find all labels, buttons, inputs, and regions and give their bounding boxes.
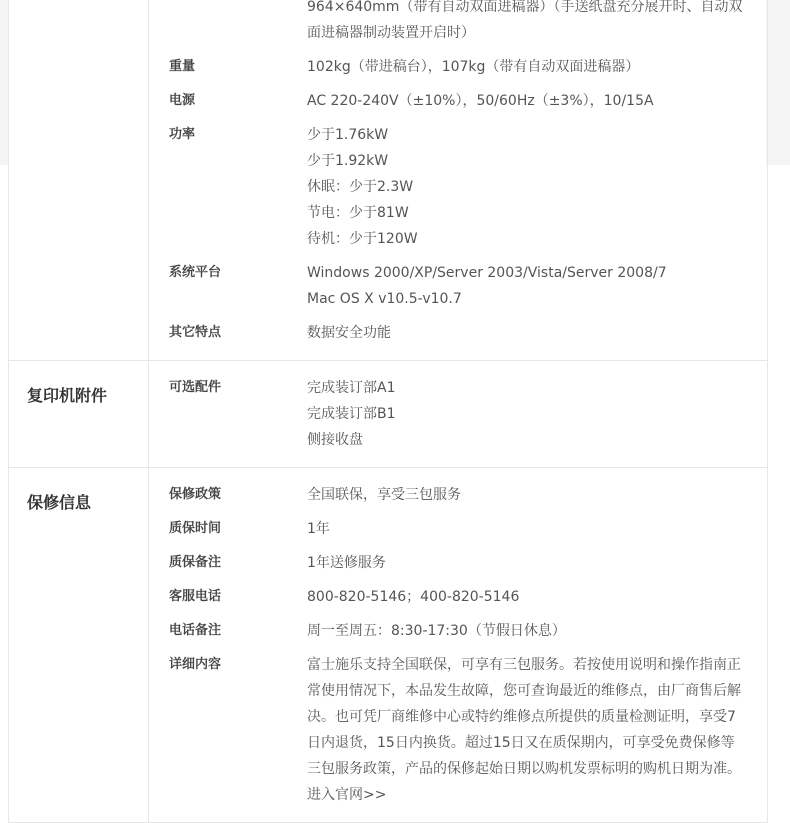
spec-value: 决。也可凭厂商维修中心或特约维修点所提供的质量检测证明，享受7 — [307, 709, 736, 725]
spec-section-warranty — [9, 468, 767, 823]
page-background-left — [0, 0, 8, 165]
spec-row-other-features — [149, 316, 767, 350]
spec-value: 节电：少于81W — [307, 205, 409, 221]
spec-table — [8, 0, 768, 823]
spec-value: 少于1.92kW — [307, 153, 389, 169]
spec-value: 少于1.76kW — [307, 127, 389, 143]
spec-value: 休眠：少于2.3W — [307, 179, 414, 195]
spec-values — [307, 320, 767, 346]
spec-row-warranty-note — [149, 546, 767, 580]
spec-label — [149, 0, 307, 46]
spec-values — [307, 375, 767, 453]
spec-value: 数据安全功能 — [307, 325, 391, 341]
official-site-link[interactable]: 进入官网>> — [307, 787, 387, 803]
spec-row-details — [149, 648, 767, 812]
spec-row-phone-note — [149, 614, 767, 648]
spec-value: 完成装订部A1 — [307, 380, 396, 396]
spec-values — [307, 54, 767, 80]
spec-row-power-supply — [149, 84, 767, 118]
spec-value: 964×640mm（带有自动双面进稿器）（手送纸盘充分展开时、自动双 — [307, 0, 743, 15]
spec-row-power-consumption — [149, 118, 767, 256]
spec-value: 三包服务政策，产品的保修起始日期以购机发票标明的购机日期为准。 — [307, 761, 741, 777]
spec-value: 富士施乐支持全国联保，可享有三包服务。若按使用说明和操作指南正 — [307, 657, 741, 673]
spec-label: 保修政策 — [169, 487, 222, 502]
section-title: 保修信息 — [9, 468, 149, 822]
spec-section-dimensions — [9, 0, 767, 361]
spec-value: 1年送修服务 — [307, 555, 386, 571]
spec-label: 系统平台 — [169, 265, 222, 280]
spec-value: 面进稿器制动装置开启时） — [307, 25, 475, 41]
spec-label: 重量 — [169, 59, 196, 74]
spec-label: 质保备注 — [169, 555, 222, 570]
spec-value: 102kg（带进稿台），107kg（带有自动双面进稿器） — [307, 59, 640, 75]
spec-values — [307, 516, 767, 542]
spec-value: 常使用情况下，本品发生故障，您可查询最近的维修点，由厂商售后解 — [307, 683, 741, 699]
spec-value: 完成装订部B1 — [307, 406, 396, 422]
section-body — [149, 468, 767, 822]
spec-label: 电源 — [169, 93, 196, 108]
spec-value: 周一至周五：8:30-17:30（节假日休息） — [307, 623, 566, 639]
spec-row-os-platform — [149, 256, 767, 316]
spec-label: 功率 — [169, 127, 196, 142]
spec-value: AC 220-240V（±10%），50/60Hz（±3%），10/15A — [307, 93, 654, 109]
spec-row-service-phone — [149, 580, 767, 614]
spec-value: 1年 — [307, 521, 330, 537]
spec-label: 其它特点 — [169, 325, 222, 340]
spec-row-warranty-period — [149, 512, 767, 546]
spec-value: 日内退货，15日内换货。超过15日又在质保期内，可享受免费保修等 — [307, 735, 735, 751]
spec-row-warranty-policy — [149, 478, 767, 512]
spec-label: 客服电话 — [169, 589, 222, 604]
spec-label: 质保时间 — [169, 521, 222, 536]
spec-label: 详细内容 — [169, 657, 222, 672]
spec-section-accessories — [9, 361, 767, 468]
spec-values — [307, 550, 767, 576]
spec-values — [307, 0, 767, 46]
spec-values — [307, 88, 767, 114]
section-title: 复印机附件 — [9, 361, 149, 467]
spec-values — [307, 618, 767, 644]
spec-value: 全国联保，享受三包服务 — [307, 487, 461, 503]
section-body — [149, 361, 767, 467]
section-title — [9, 0, 149, 360]
spec-values — [307, 122, 767, 252]
spec-value: 待机：少于120W — [307, 231, 418, 247]
spec-value: 侧接收盘 — [307, 432, 363, 448]
section-body — [149, 0, 767, 360]
spec-values — [307, 482, 767, 508]
spec-label: 电话备注 — [169, 623, 222, 638]
spec-values — [307, 652, 767, 808]
spec-row-dimensions — [149, 0, 767, 50]
spec-value: Mac OS X v10.5-v10.7 — [307, 291, 462, 307]
spec-label: 可选配件 — [169, 380, 222, 395]
spec-row-optional-parts — [149, 371, 767, 457]
spec-values — [307, 260, 767, 312]
spec-row-weight — [149, 50, 767, 84]
page-background-right — [766, 0, 790, 165]
spec-value: Windows 2000/XP/Server 2003/Vista/Server 2008/7 — [307, 265, 667, 281]
spec-value: 800-820-5146；400-820-5146 — [307, 589, 520, 605]
spec-values — [307, 584, 767, 610]
